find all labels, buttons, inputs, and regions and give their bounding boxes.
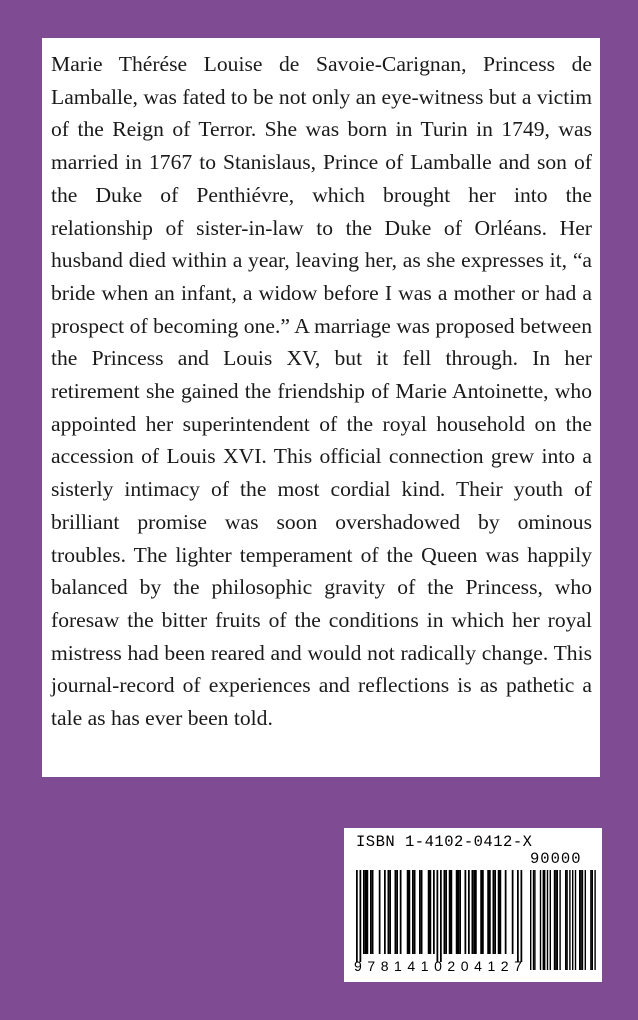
ean-bar xyxy=(407,870,409,954)
ean-bar xyxy=(421,870,423,954)
ean-bar xyxy=(482,870,484,954)
addon-bar xyxy=(555,870,556,970)
ean-bar xyxy=(517,870,519,962)
addon-bar xyxy=(544,870,545,970)
ean-bar xyxy=(433,870,435,954)
ean-bar xyxy=(512,870,514,954)
ean-bar xyxy=(505,870,507,954)
addon-bar xyxy=(565,870,566,970)
description-panel xyxy=(42,38,600,777)
ean-bar xyxy=(456,870,458,954)
ean-bar xyxy=(487,870,489,954)
ean-bar xyxy=(384,870,386,954)
addon-bar xyxy=(530,870,531,970)
addon-bar xyxy=(580,870,581,970)
addon-bar xyxy=(592,870,593,970)
ean-digit: 1 xyxy=(420,958,429,974)
ean-bar xyxy=(400,870,402,954)
addon-bar xyxy=(533,870,534,970)
ean-digit: 4 xyxy=(474,958,482,974)
addon-bar xyxy=(582,870,583,970)
ean-bar xyxy=(451,870,453,954)
addon-bar xyxy=(557,870,558,970)
addon-bar xyxy=(572,870,573,970)
ean-bar xyxy=(428,870,430,954)
ean-digit: 0 xyxy=(460,958,469,974)
ean-bar xyxy=(365,870,367,954)
ean-bars xyxy=(356,870,522,962)
ean-bar xyxy=(370,870,372,954)
ean-bar xyxy=(379,870,381,954)
ean-bar xyxy=(480,870,482,954)
ean-bar xyxy=(356,870,358,962)
ean-bar xyxy=(363,870,365,954)
ean-digit: 7 xyxy=(514,958,522,974)
ean-bar xyxy=(459,870,461,954)
ean-bar xyxy=(360,870,362,962)
ean-bar xyxy=(473,870,475,954)
ean-digits xyxy=(354,958,522,974)
addon-bar xyxy=(534,870,535,970)
description-text: Marie Thérése Louise de Savoie-Carignan, Princess de Lamballe, was fated to be not only an eye-witness but a victim of the Reign of Terror. She was born in Turin in 1749, was married in 1767 to Stanislaus, Prince of Lamballe and son of the Duke of Penthiévre, which brought her into the relationship of sister-in-law to the Duke of Orléans. Her husband died within a year, leaving her, as she expresses it, “a bride when an infant, a widow before I was a mother or had a prospect of becoming one.” A marriage was proposed between the Princess and Louis XV, but it fell through. In her retirement she gained the friendship of Marie Antoinette, who appointed her superintendent of the royal household on the accession of Louis XVI. This official connection grew into a sisterly intimacy of the most cordial kind. Their youth of brilliant promise was soon overshadowed by ominous troubles. The lighter temperament of the Queen was happily balanced by the philosophic gravity of the Princess, who foresaw the bitter fruits of the conditions in which her royal mistress had been reared and would not radically change. This journal-record of experiences and reflections is as pathetic a tale as has ever been told. xyxy=(51,52,592,731)
ean-bar xyxy=(465,870,467,954)
ean-bar xyxy=(444,870,446,954)
ean-digit: 4 xyxy=(407,958,416,974)
ean-bar xyxy=(412,870,414,954)
ean-bar xyxy=(372,870,374,954)
ean-digit: 2 xyxy=(447,958,456,974)
isbn-label: ISBN 1-4102-0412-X xyxy=(356,833,533,851)
ean-digit: 0 xyxy=(434,958,442,974)
addon-bar xyxy=(559,870,560,970)
ean-digit: 8 xyxy=(380,958,389,974)
addon-bar xyxy=(579,870,580,970)
addon-bar xyxy=(594,870,595,970)
ean-bar xyxy=(521,870,523,962)
ean-bar xyxy=(396,870,398,954)
ean-bar xyxy=(388,870,390,954)
ean-bar xyxy=(498,870,500,954)
ean-bar xyxy=(468,870,470,954)
ean-digit: 2 xyxy=(500,958,509,974)
ean-bar xyxy=(472,870,474,954)
ean-bar xyxy=(500,870,502,954)
ean-bar xyxy=(445,870,447,954)
addon-bar xyxy=(547,870,548,970)
ean-bar xyxy=(367,870,369,954)
addon-bar xyxy=(540,870,541,970)
ean-digit: 7 xyxy=(367,958,376,974)
addon-bar xyxy=(554,870,555,970)
addon-bar xyxy=(590,870,591,970)
ean-bar xyxy=(389,870,391,954)
ean-bar xyxy=(409,870,411,954)
ean-bar xyxy=(414,870,416,954)
ean-bar xyxy=(449,870,451,954)
addon-bar xyxy=(550,870,551,970)
ean-bar xyxy=(419,870,421,954)
ean-digit: 1 xyxy=(394,958,402,974)
ean-bar xyxy=(395,870,397,954)
barcode-box xyxy=(344,828,602,982)
addon-bar xyxy=(566,870,567,970)
price-code: 90000 xyxy=(530,850,582,868)
addon-bar xyxy=(569,870,570,970)
addon-bars xyxy=(530,870,596,970)
ean-bar xyxy=(493,870,495,954)
addon-bar xyxy=(585,870,586,970)
ean-bar xyxy=(437,870,439,962)
ean-bar xyxy=(440,870,442,962)
ean-bar xyxy=(430,870,432,954)
ean-bar xyxy=(494,870,496,954)
ean-digit: 1 xyxy=(487,958,496,974)
addon-bar xyxy=(543,870,544,970)
ean-bar xyxy=(458,870,460,954)
ean-digit: 9 xyxy=(354,958,362,974)
addon-bar xyxy=(575,870,576,970)
ean-bar xyxy=(489,870,491,954)
ean-bar xyxy=(475,870,477,954)
